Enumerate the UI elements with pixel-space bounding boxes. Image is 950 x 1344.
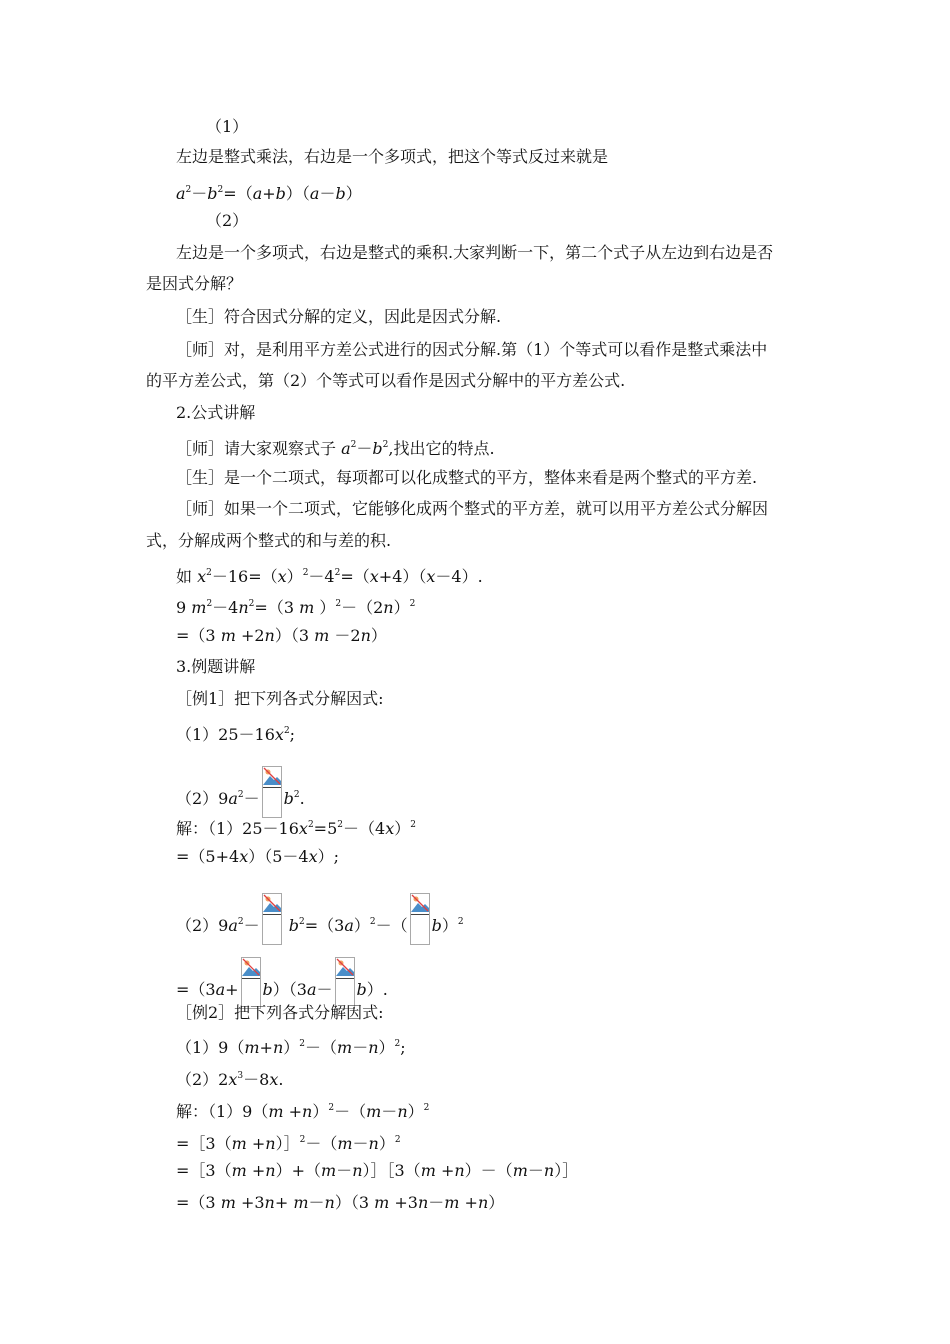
formula: =［3（m +n）+（m－n）］［3（m +n）－（m－n）］ xyxy=(176,1161,579,1180)
item-number-1: （1） xyxy=(206,117,249,136)
formula: $(1)9(m+n)^2-(m-n)^2$; xyxy=(176,1038,406,1057)
example-heading: ［例1］把下列各式分解因式: xyxy=(176,689,384,708)
formula: 9 $m^2-4n^2=(3$ m ）$^2-(2n)^2$ xyxy=(176,598,416,617)
formula: =（3 m +3n+ m－n）（3 m +3n－m +n） xyxy=(176,1193,505,1212)
solution: 解：$(1)25-16x^2=5^2-(4x)^2$ xyxy=(176,819,416,838)
formula: $(2)2x^3-8x$. xyxy=(176,1070,284,1089)
paragraph: ［生］是一个二项式，每项都可以化成整式的平方，整体来看是两个整式的平方差. xyxy=(176,468,758,487)
paragraph: ［生］符合因式分解的定义，因此是因式分解. xyxy=(176,307,502,326)
formula: 如 $x^2-16=(x)^2-4^2=(x+4)(x-4)$. xyxy=(176,567,483,586)
formula: $(2)9a^2-$ $b^2=(3a)^2-$（ b）$^2$ xyxy=(176,893,464,945)
section-heading: 2.公式讲解 xyxy=(176,403,256,422)
image-placeholder-icon xyxy=(262,893,282,945)
image-placeholder-icon xyxy=(410,893,430,945)
image-placeholder-icon xyxy=(241,957,261,1009)
formula: =（5+4x）（5－4x）; xyxy=(176,847,340,866)
paragraph: ［师］如果一个二项式，它能够化成两个整式的平方差，就可以用平方差公式分解因 xyxy=(176,499,769,518)
paragraph: ［师］请大家观察式子 $a^2-b^2$,找出它的特点. xyxy=(176,439,495,458)
solution: 解：$(1)9(m +n)^2-(m-n)^2$ xyxy=(176,1102,430,1121)
formula: $a^2-b^2=(a+b)(a-b)$ xyxy=(176,184,362,203)
paragraph: 左边是整式乘法，右边是一个多项式，把这个等式反过来就是 xyxy=(176,147,609,166)
paragraph: 的平方差公式，第（2）个等式可以看作是因式分解中的平方差公式. xyxy=(146,371,626,390)
paragraph: ［师］对，是利用平方差公式进行的因式分解.第（1）个等式可以看作是整式乘法中 xyxy=(176,340,768,359)
paragraph: 式，分解成两个整式的和与差的积. xyxy=(146,531,392,550)
item-number-2: （2） xyxy=(206,211,249,230)
formula: $(2)9a^2-$ $b^2$. xyxy=(176,766,305,818)
example-heading: ［例2］把下列各式分解因式: xyxy=(176,1003,384,1022)
image-placeholder-icon xyxy=(335,957,355,1009)
formula: =［3（m $+n)]^2-(m-n)^2$ xyxy=(176,1134,401,1153)
formula: $(1)25-16x^2$; xyxy=(176,725,296,744)
formula: =（3a+ b）（3a－ b）. xyxy=(176,957,388,1009)
paragraph: 左边是一个多项式，右边是整式的乘积.大家判断一下，第二个式子从左边到右边是否 xyxy=(176,243,774,262)
formula: =（3 m +2n）（3 m －2n） xyxy=(176,626,387,645)
paragraph: 是因式分解？ xyxy=(146,274,243,293)
section-heading: 3.例题讲解 xyxy=(176,657,256,676)
image-placeholder-icon xyxy=(262,766,282,818)
